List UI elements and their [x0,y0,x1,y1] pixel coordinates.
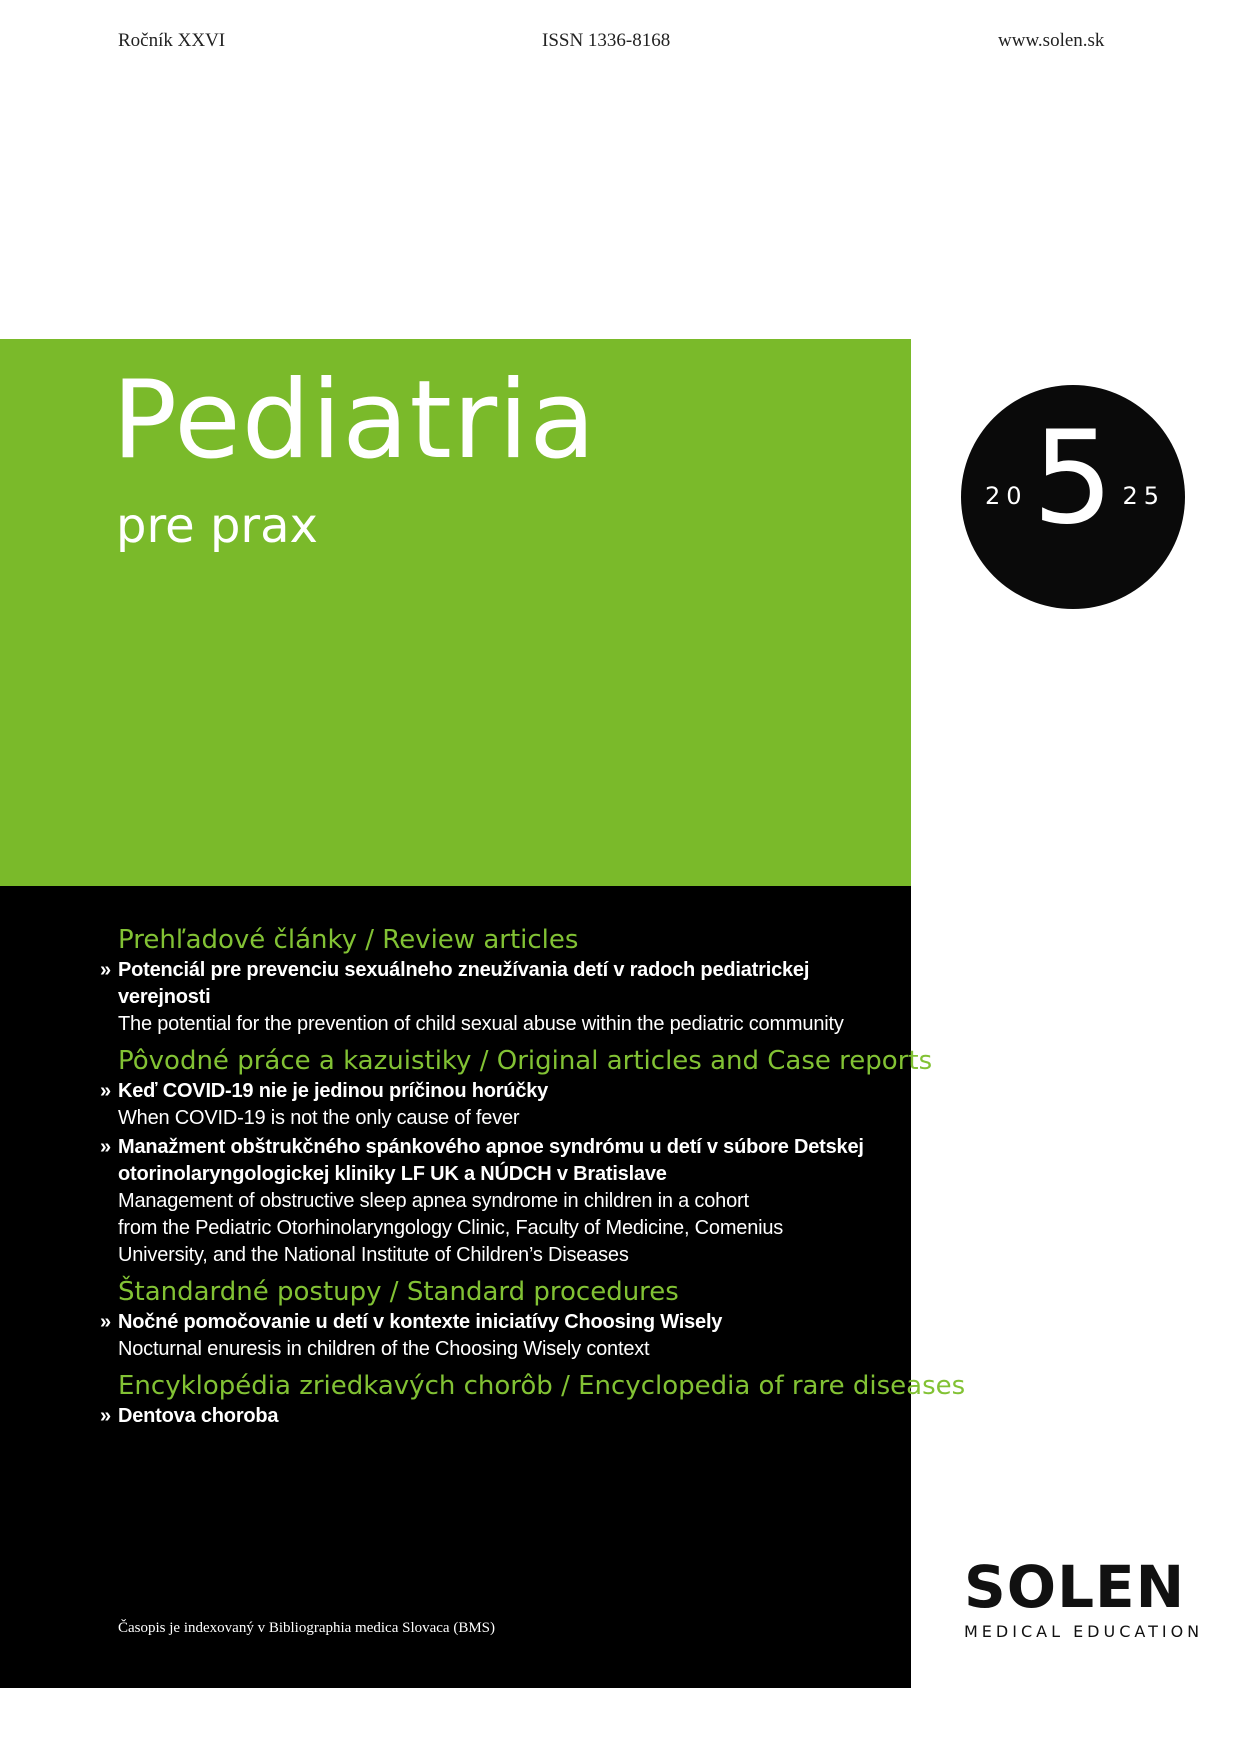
issue-year-left: 20 [985,482,1028,510]
bullet-marker: » [100,1080,112,1102]
website-link[interactable]: www.solen.sk [998,30,1105,51]
issue-badge [961,385,1185,609]
toc-section-encyclopedia [100,1371,966,1430]
volume-label: Ročník XXVI [118,30,226,51]
article-title-sk: Potenciál pre prevenciu sexuálneho zneužívania detí v radoch pediatrickej verejnosti [118,959,810,1008]
article-title-sk: Nočné pomočovanie u detí v kontexte iniciatívy Choosing Wisely [118,1311,723,1333]
journal-title: Pediatria [112,358,597,483]
table-of-contents [100,925,966,1438]
toc-section-standard [100,1277,900,1363]
section-heading: Encyklopédia zriedkavých chorôb / Encyclopedia of rare diseases [118,1371,966,1401]
article-title-sk: Keď COVID-19 nie je jedinou príčinou horúčky [118,1080,549,1102]
article-title-sk: Manažment obštrukčného spánkového apnoe syndrómu u detí v súbore Detskej otorinolaryngologickej kliniky LF UK a NÚDCH v Bratislave [118,1136,864,1185]
journal-subtitle: pre prax [116,498,318,554]
section-heading: Prehľadové články / Review articles [118,925,579,955]
indexing-note: Časopis je indexovaný v Bibliographia medica Slovaca (BMS) [118,1620,496,1636]
issue-number: 5 [1032,404,1114,553]
article-title-en: Management of obstructive sleep apnea syndrome in children in a cohort from the Pediatric Otorhinolaryngology Clinic, Faculty of Medicine, Comenius University, and the National Institute of Children’s Diseases [118,1190,784,1266]
bullet-marker: » [100,1136,112,1158]
article-item[interactable] [100,1309,900,1363]
issn-label: ISSN 1336-8168 [542,30,671,51]
article-item[interactable] [100,1403,900,1430]
logo-wordmark: SOLEN [964,1553,1186,1621]
bullet-marker: » [100,1311,112,1333]
article-title-en: The potential for the prevention of child sexual abuse within the pediatric community [118,1013,844,1035]
article-item[interactable] [100,1134,900,1269]
section-heading: Pôvodné práce a kazuistiky / Original articles and Case reports [118,1046,933,1076]
toc-section-original [100,1046,933,1269]
bullet-marker: » [100,1405,112,1427]
article-title-en: When COVID-19 is not the only cause of fever [118,1107,520,1129]
toc-section-review [100,925,900,1038]
article-item[interactable] [100,1078,900,1132]
article-title-sk: Dentova choroba [118,1405,279,1427]
article-item[interactable] [100,957,900,1038]
section-heading: Štandardné postupy / Standard procedures [118,1277,679,1307]
solen-logo [964,1553,1204,1641]
article-title-en: Nocturnal enuresis in children of the Choosing Wisely context [118,1338,650,1360]
issue-year-right: 25 [1122,482,1165,510]
logo-tagline: MEDICAL EDUCATION [964,1622,1204,1641]
bullet-marker: » [100,959,112,981]
